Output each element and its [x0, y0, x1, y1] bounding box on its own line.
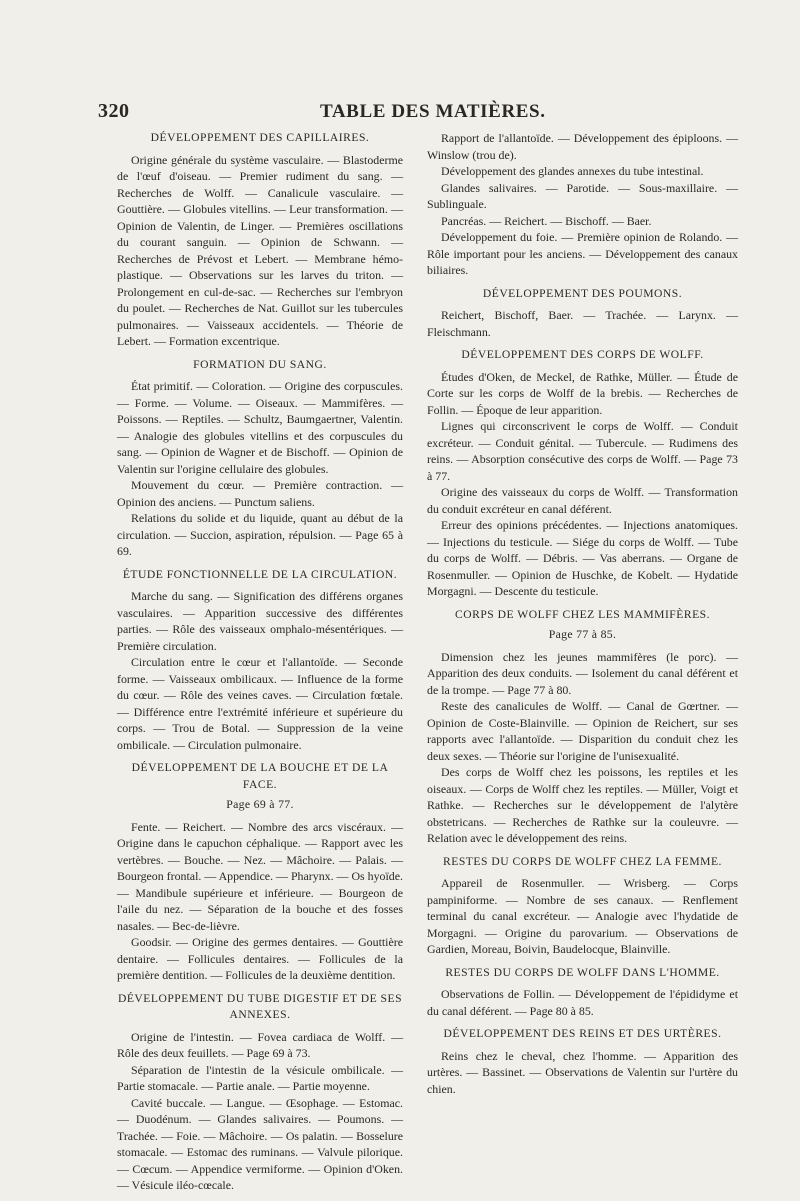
toc-section	[117, 357, 403, 560]
toc-section	[427, 1026, 738, 1097]
section-heading: DÉVELOPPEMENT DU TUBE DIGESTIF ET DE SES ANNEXES.	[117, 991, 403, 1021]
section-heading: DÉVELOPPEMENT DES CORPS DE WOLFF.	[461, 348, 704, 361]
page-range: Page 77 à 85.	[548, 627, 617, 641]
toc-paragraph: Reste des canalicules de Wolff. — Canal de Gœrtner. — Opinion de Coste-Blainville. — Opinion de Reichert, sur ses rapports avec l'allantoïde. — Disparition du conduit chez les deux sexes. — Théorie sur l'origine de l'unisexualité.	[427, 699, 738, 763]
toc-paragraph: Fente. — Reichert. — Nombre des arcs viscéraux. — Origine dans le capuchon céphalique. — Rapport avec les vertèbres. — Bouche. — Nez. — Mâchoire. — Palais. — Bourgeon frontal. — Appendice. — Pharynx. — Os hyoïde. — Mandibule supérieure et inférieure. — Bourgeon de l'aile du nez. — Séparation de la bouche et des fosses nasales. — Bec-de-lièvre.	[117, 819, 403, 933]
toc-paragraph: Mouvement du cœur. — Première contraction. — Opinion des anciens. — Punctum saliens.	[117, 478, 403, 509]
section-heading: DÉVELOPPEMENT DE LA BOUCHE ET DE LA FACE.	[131, 761, 389, 791]
toc-paragraph: Dimension chez les jeunes mammifères (le porc). — Apparition des deux conduits. — Isolement du canal déférent et de la trompe. — Page 77 à 80.	[427, 649, 738, 697]
right-column	[427, 130, 738, 1104]
toc-paragraph: Lignes qui circonscrivent le corps de Wolff. — Conduit excréteur. — Conduit génital. — Tubercule. — Rudimens des reins. — Absorption consécutive des corps de Wolff. — Page 73 à 77.	[427, 419, 738, 483]
toc-paragraph: Glandes salivaires. — Parotide. — Sous-maxillaire. — Sublinguale.	[427, 180, 738, 211]
section-heading: FORMATION DU SANG.	[193, 357, 327, 371]
toc-section	[117, 991, 403, 1194]
toc-paragraph: Études d'Oken, de Meckel, de Rathke, Müller. — Étude de Corte sur les corps de Wolff de la brebis. — Recherches de Follin. — Époque de leur apparition.	[427, 369, 738, 417]
section-heading: CORPS DE WOLFF CHEZ LES MAMMIFÈRES.	[455, 607, 710, 621]
page-range: Page 69 à 77.	[226, 797, 294, 811]
toc-section	[427, 130, 738, 279]
toc-paragraph: Observations de Follin. — Développement de l'épididyme et du canal déférent. — Page 80 à 85.	[427, 987, 738, 1018]
toc-paragraph: Reichert, Bischoff, Baer. — Trachée. — Larynx. — Fleischmann.	[427, 308, 738, 339]
toc-section	[427, 286, 738, 341]
toc-paragraph: Développement du foie. — Première opinion de Rolando. — Rôle important pour les anciens. — Développement des canaux biliaires.	[427, 230, 738, 277]
toc-paragraph: Rapport de l'allantoïde. — Développement des épiploons. — Winslow (trou de).	[427, 131, 738, 162]
toc-paragraph: Goodsir. — Origine des germes dentaires. — Gouttière dentaire. — Follicules dentaires. — Follicules de la première dentition. — Follicules de la deuxième dentition.	[117, 935, 403, 982]
section-heading: DÉVELOPPEMENT DES REINS ET DES URTÈRES.	[443, 1027, 722, 1040]
toc-section	[427, 347, 738, 600]
toc-paragraph: Circulation entre le cœur et l'allantoïde. — Seconde forme. — Vaisseaux ombilicaux. — Influence de la forme du cœur. — Rôle des veines caves. — Circulation fœtale. — Différence entre l'extrémité inférieure et supérieure du corps. — Trou de Botal. — Suppression de la veine ombilicale. — Circulation pulmonaire.	[117, 655, 403, 752]
toc-paragraph: Relations du solide et du liquide, quant au début de la circulation. — Succion, aspiration, répulsion. — Page 65 à 69.	[117, 511, 403, 558]
toc-section	[427, 965, 738, 1020]
section-heading: RESTES DU CORPS DE WOLFF DANS L'HOMME.	[445, 965, 720, 979]
toc-paragraph: Marche du sang. — Signification des différens organes vasculaires. — Apparition successive des différentes parties. — Rôle des vaisseaux omphalo-mésentériques. — Première circulation.	[117, 589, 403, 653]
section-heading: RESTES DU CORPS DE WOLFF CHEZ LA FEMME.	[443, 854, 722, 868]
toc-section	[427, 854, 738, 958]
toc-section	[117, 760, 403, 984]
toc-paragraph: Reins chez le cheval, chez l'homme. — Apparition des urtères. — Bassinet. — Observations de Valentin sur l'urtère du chien.	[427, 1048, 738, 1096]
toc-paragraph: Développement des glandes annexes du tube intestinal.	[441, 164, 704, 178]
section-heading: DÉVELOPPEMENT DES POUMONS.	[482, 286, 683, 300]
section-heading: DÉVELOPPEMENT DES CAPILLAIRES.	[150, 131, 370, 144]
toc-paragraph: Séparation de l'intestin de la vésicule ombilicale. — Partie stomacale. — Partie anale. — Partie moyenne.	[117, 1062, 403, 1093]
toc-paragraph: Appareil de Rosenmuller. — Wrisberg. — Corps pampiniforme. — Nombre de ses canaux. — Renflement terminal du canal excréteur. — Analogie avec l'hydatide de Morgagni. — Origine du parovarium. — Observations de Gardien, Moreau, Boivin, Baudelocque, Blainville.	[427, 876, 738, 956]
toc-paragraph: Origine des vaisseaux du corps de Wolff. — Transformation du conduit excréteur en canal déférent.	[427, 485, 738, 516]
left-column	[117, 130, 403, 1201]
toc-paragraph: Erreur des opinions précédentes. — Injections anatomiques. — Injections du testicule. — Siége du corps de Wolff. — Tube du corps de Wolff. — Débris. — Vas aberrans. — Organe de Rosenmuller. — Opinion de Huschke, de Kobelt. — Hydatide Morgagni. — Descente du testicule.	[427, 518, 738, 598]
toc-paragraph: Origine de l'intestin. — Fovea cardiaca de Wolff. — Rôle des deux feuillets. — Page 69 à 73.	[117, 1029, 403, 1060]
toc-paragraph: Des corps de Wolff chez les poissons, les reptiles et les oiseaux. — Corps de Wolff chez les reptiles. — Müller, Voigt et Rathke. — Recherches sur le développement de l'alytère obstetricans. — Recherches de Rathke sur la couleuvre. — Relation avec le développement des reins.	[427, 765, 738, 845]
toc-paragraph: État primitif. — Coloration. — Origine des corpuscules. — Forme. — Volume. — Oiseaux. — Mammifères. — Poissons. — Reptiles. — Schultz, Baumgaertner, Valentin. — Analogie des globules vitellins et des corpuscules du sang. — Opinion de Wagner et de Bischoff. — Opinion de Valentin sur l'origine cellulaire des globules.	[117, 379, 403, 476]
section-heading: ÉTUDE FONCTIONNELLE DE LA CIRCULATION.	[122, 567, 398, 581]
toc-paragraph: Pancréas. — Reichert. — Bischoff. — Baer.	[441, 213, 652, 228]
running-head: TABLE DES MATIÈRES.	[320, 101, 546, 122]
toc-paragraph: Origine générale du système vasculaire. — Blastoderme de l'œuf d'oiseau. — Premier rudiment du sang. — Recherches de Wolff. — Canalicule vasculaire. — Gouttière. — Globules vitellins. — Leur transformation. — Opinion de Valentin, de Linger. — Premières oscillations du courant sanguin. — Opinion de Schwann. — Recherches de Prévost et Lebert. — Membrane hémo-plastique. — Observations sur les larves du triton. — Prolongement en cul-de-sac. — Recherches sur l'embryon du poulet. — Recherches de Nat. Guillot sur les tubercules pulmonaires. — Vaisseaux accidentels. — Théorie de Lebert. — Formation excentrique.	[117, 152, 403, 348]
page-number: 320	[98, 100, 130, 122]
toc-section	[117, 130, 403, 350]
toc-section	[427, 607, 738, 847]
toc-paragraph: Cavité buccale. — Langue. — Œsophage. — Estomac. — Duodénum. — Glandes salivaires. — Poumons. — Trachée. — Foie. — Mâchoire. — Os palatin. — Bosselure stomacale. — Estomac des ruminans. — Valvule pilorique. — Cœcum. — Appendice vermiforme. — Opinion d'Oken. — Vésicule iléo-cœcale.	[117, 1095, 403, 1192]
toc-section	[117, 567, 403, 754]
